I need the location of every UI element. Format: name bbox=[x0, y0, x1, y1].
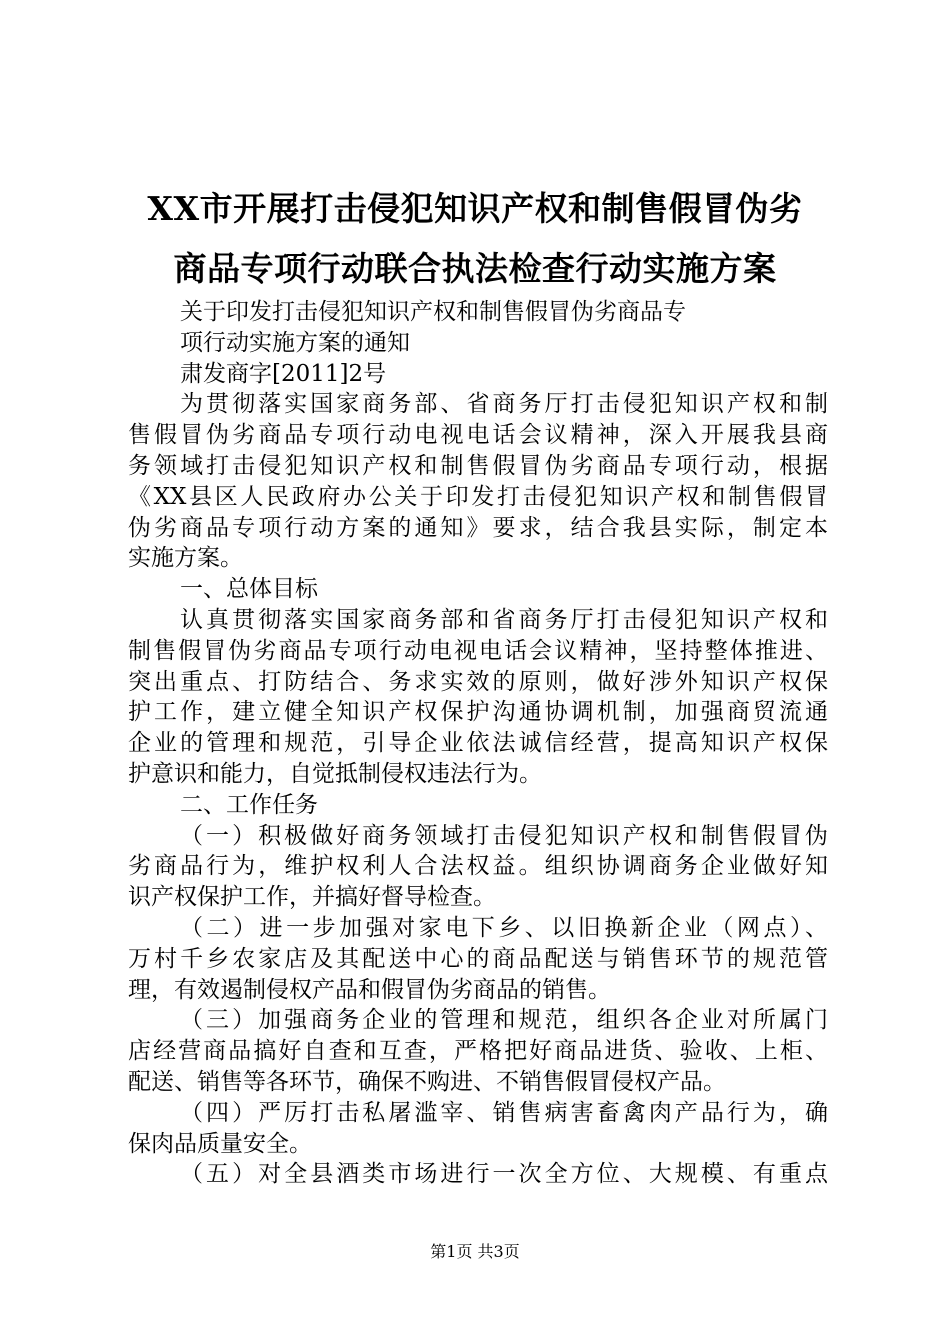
body-line: （五）对全县酒类市场进行一次全方位、大规模、有重点 bbox=[180, 1161, 828, 1188]
body-line: 理，有效遏制侵权产品和假冒伪劣商品的销售。 bbox=[128, 976, 611, 1003]
body-line: 识产权保护工作，并搞好督导检查。 bbox=[128, 884, 496, 911]
body-line: （二）进一步加强对家电下乡、以旧换新企业（网点）、 bbox=[180, 914, 828, 941]
body-line: 保肉品质量安全。 bbox=[128, 1130, 312, 1157]
body-line: 配送、销售等各环节，确保不购进、不销售假冒侵权产品。 bbox=[128, 1068, 726, 1095]
body-line: 劣商品行为，维护权利人合法权益。组织协调商务企业做好知 bbox=[128, 853, 828, 880]
body-line: 《XX县区人民政府办公关于印发打击侵犯知识产权和制售假冒 bbox=[128, 483, 828, 510]
body-line: （四）严厉打击私屠滥宰、销售病害畜禽肉产品行为，确 bbox=[180, 1099, 828, 1126]
body-line: 关于印发打击侵犯知识产权和制售假冒伪劣商品专 bbox=[180, 299, 686, 325]
document-body bbox=[128, 297, 828, 1190]
body-line: 制售假冒伪劣商品专项行动电视电话会议精神，坚持整体推进、 bbox=[128, 637, 828, 664]
body-line: 护工作，建立健全知识产权保护沟通协调机制，加强商贸流通 bbox=[128, 699, 828, 726]
body-line: 实施方案。 bbox=[128, 545, 243, 572]
page-footer: 第1页 共3页 bbox=[430, 1242, 520, 1261]
document-title-line-1: XX市开展打击侵犯知识产权和制售假冒伪劣 bbox=[147, 189, 803, 228]
body-line: 突出重点、打防结合、务求实效的原则，做好涉外知识产权保 bbox=[128, 668, 828, 695]
body-line: 伪劣商品专项行动方案的通知》要求，结合我县实际，制定本 bbox=[128, 514, 828, 541]
body-line: 二、工作任务 bbox=[180, 791, 318, 818]
body-line: 万村千乡农家店及其配送中心的商品配送与销售环节的规范管 bbox=[128, 945, 828, 972]
body-line: 为贯彻落实国家商务部、省商务厅打击侵犯知识产权和制 bbox=[180, 391, 828, 418]
body-line: 店经营商品搞好自查和互查，严格把好商品进货、验收、上柜、 bbox=[128, 1038, 828, 1065]
body-line: 项行动实施方案的通知 bbox=[180, 329, 410, 356]
document-title-line-2: 商品专项行动联合执法检查行动实施方案 bbox=[173, 249, 777, 288]
body-line: （一）积极做好商务领域打击侵犯知识产权和制售假冒伪 bbox=[180, 822, 828, 849]
body-line: 护意识和能力，自觉抵制侵权违法行为。 bbox=[128, 760, 542, 787]
body-line: （三）加强商务企业的管理和规范，组织各企业对所属门 bbox=[180, 1007, 828, 1034]
body-line: 售假冒伪劣商品专项行动电视电话会议精神，深入开展我县商 bbox=[128, 422, 828, 449]
body-line: 务领域打击侵犯知识产权和制售假冒伪劣商品专项行动，根据 bbox=[128, 452, 828, 479]
body-line: 肃发商字[2011]2号 bbox=[180, 360, 387, 387]
body-line: 认真贯彻落实国家商务部和省商务厅打击侵犯知识产权和 bbox=[180, 606, 828, 633]
body-line: 一、总体目标 bbox=[180, 576, 318, 603]
body-line: 企业的管理和规范，引导企业依法诚信经营，提高知识产权保 bbox=[128, 730, 828, 757]
